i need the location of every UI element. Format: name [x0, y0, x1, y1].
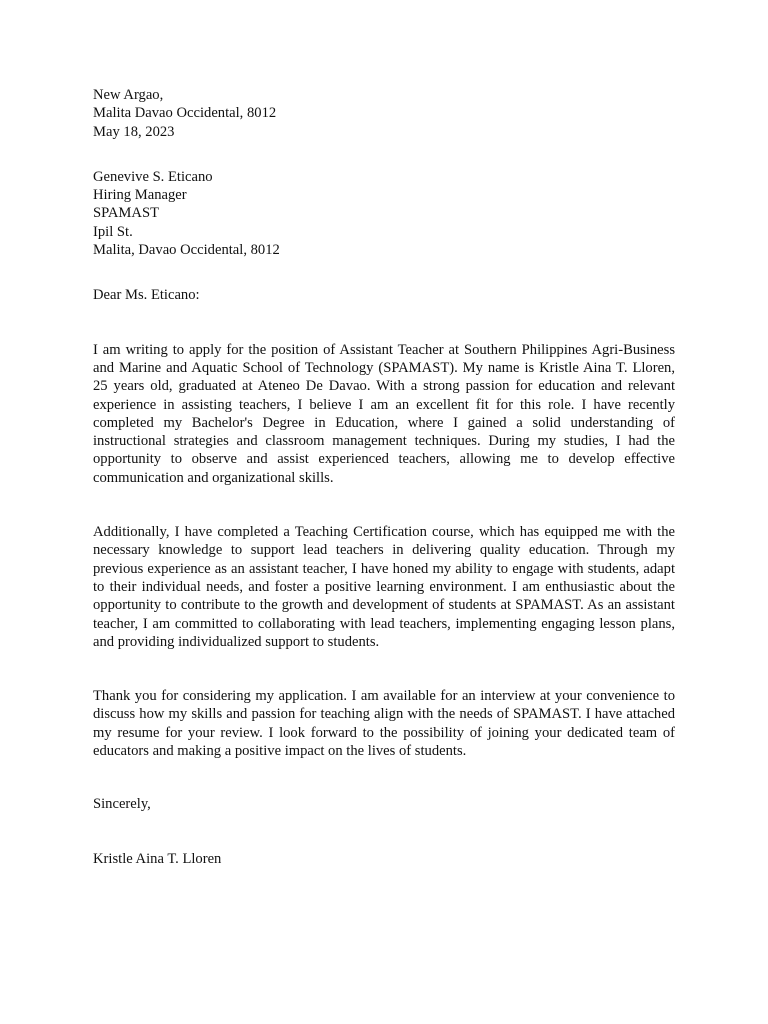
body-paragraph-3: Thank you for considering my application. I am available for an interview at your convenience to discuss how my skills and passion for teaching align with the needs of SPAMAST. I have attached my resume for your review. I look forward to the possibility of joining your dedicated team of educators and making a positive impact on the lives of students. — [93, 688, 675, 760]
recipient-title: Hiring Manager — [93, 187, 187, 204]
recipient-address — [93, 168, 675, 259]
recipient-name: Genevive S. Eticano — [93, 168, 213, 185]
recipient-organization: SPAMAST — [93, 205, 159, 222]
sender-city: Malita Davao Occidental, 8012 — [93, 105, 277, 122]
recipient-street: Ipil St. — [93, 223, 133, 240]
body-paragraph-2: Additionally, I have completed a Teaching Certification course, which has equipped me with the necessary knowledge to support lead teachers in delivering quality education. Through my previous experience as an assistant teacher, I have honed my ability to engage with students, adapt to their individual needs, and foster a positive learning environment. I am enthusiastic about the opportunity to contribute to the growth and development of students at SPAMAST. As an assistant teacher, I am committed to collaborating with lead teachers, implementing engaging lesson plans, and providing individualized support to students. — [93, 524, 675, 650]
signature-name: Kristle Aina T. Lloren — [93, 850, 222, 867]
closing: Sincerely, — [93, 796, 151, 813]
salutation: Dear Ms. Eticano: — [93, 287, 200, 304]
recipient-city: Malita, Davao Occidental, 8012 — [93, 242, 280, 259]
cover-letter — [93, 86, 675, 868]
body-paragraph-1: I am writing to apply for the position of Assistant Teacher at Southern Philippines Agri-Business and Marine and Aquatic School of Technology (SPAMAST). My name is Kristle Aina T. Lloren, 25 years old, graduated at Ateneo De Davao. With a strong passion for education and relevant experience in assisting teachers, I believe I am an excellent fit for this role. I have recently completed my Bachelor's Degree in Education, where I gained a solid understanding of instructional strategies and classroom management techniques. During my studies, I had the opportunity to observe and assist experienced teachers, allowing me to develop effective communication and organizational skills. — [93, 341, 675, 486]
sender-street: New Argao, — [93, 87, 164, 103]
sender-address — [93, 86, 675, 141]
letter-date: May 18, 2023 — [93, 123, 175, 140]
